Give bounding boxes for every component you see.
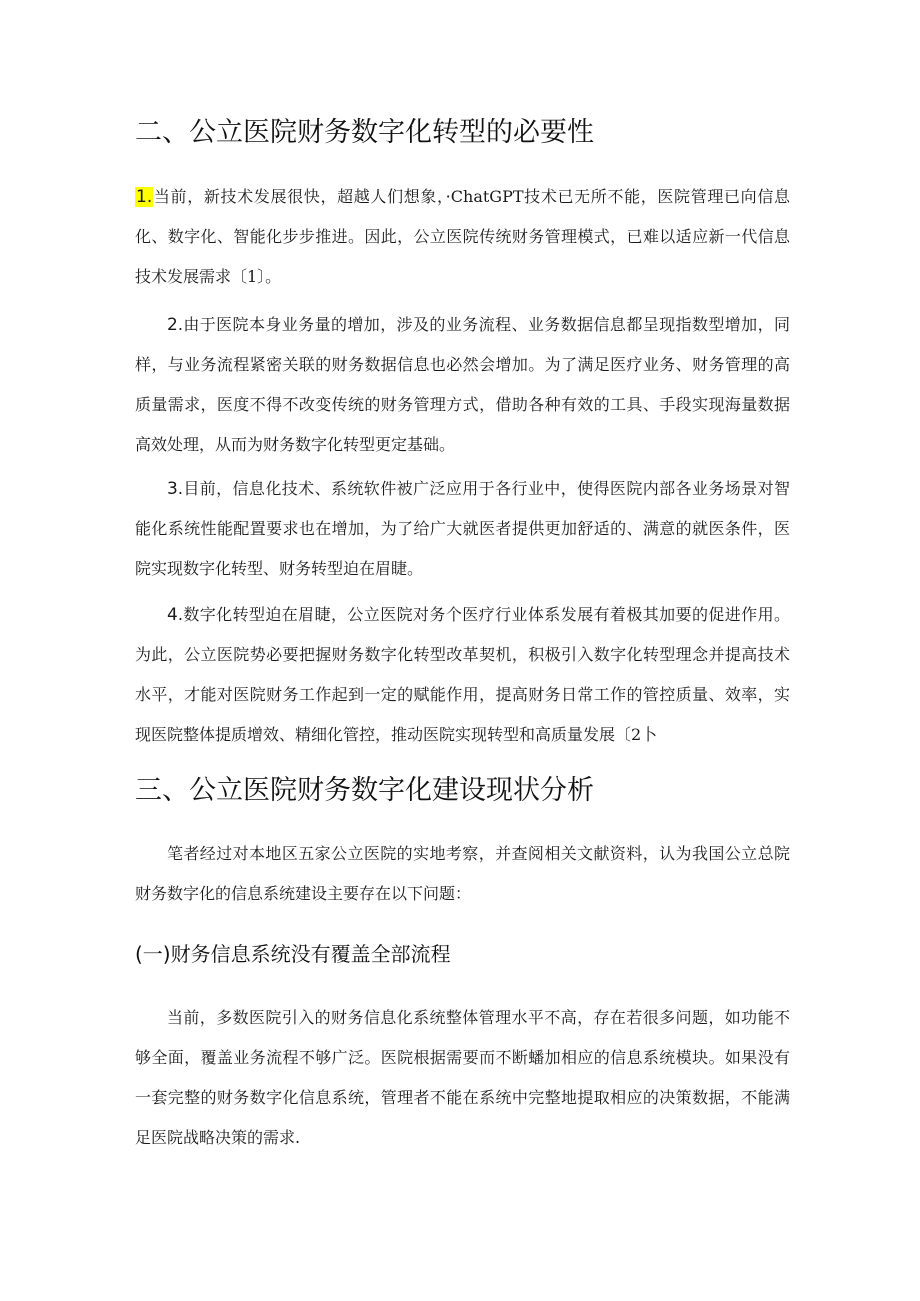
paragraph-2-number: 2 bbox=[167, 315, 178, 335]
paragraph-6: 当前，多数医院引入的财务信息化系统整体管理水平不高，存在若很多问题，如功能不够全面，覆盖业务流程不够广泛。医院根据需要而不断蟠加相应的信息系统模块。如果没有一套完整的财务数字化信息系统，管理者不能在系统中完整地提取相应的决策数据，不能满足医院战略决策的需求. bbox=[135, 1008, 790, 1147]
paragraph-2-text: .由于医院本身业务量的增加，涉及的业务流程、业务数据信息都呈现指数型增加，同样，与业务流程紧密关联的财务数据信息也必然会增加。为了满足医疗业务、财务管理的高质量需求，医度不得不改变传统的财务管理方式，借助各种有效的工具、手段实现海量数据高效处理，从而为财务数字化转型更定基础。 bbox=[135, 315, 790, 454]
section-3-title: 三、公立医院财务数字化建设现状分析 bbox=[135, 775, 594, 806]
paragraph-4 bbox=[135, 595, 790, 755]
section-2-title: 二、公立医院财务数字化转型的必要性 bbox=[135, 117, 594, 148]
paragraph-2 bbox=[135, 305, 790, 465]
paragraph-1 bbox=[135, 177, 790, 297]
paragraph-3 bbox=[135, 469, 790, 589]
paragraph-5: 笔者经过对本地区五家公立医院的实地考察，并查阅相关文献资料，认为我国公立总院财务数字化的信息系统建设主要存在以下问题： bbox=[135, 844, 790, 903]
paragraph-4-text: .数字化转型迫在眉睫，公立医院对务个医疗行业体系发展有着极其加要的促进作用。为此，公立医院势必要把握财务数字化转型改革契机，积极引入数字化转型理念并提高技术水平，才能对医院财务工作起到一定的赋能作用，提高财务日常工作的管控质量、效率，实现医院整体提质增效、精细化管控，推动医院实现转型和高质量发展〔2卜 bbox=[135, 605, 790, 744]
paragraph-3-text: .目前，信息化技术、系统软件被广泛应用于各行业中，使得医院内部各业务场景对智能化系统性能配置要求也在增加，为了给广大就医者提供更加舒适的、满意的就医条件，医院实现数字化转型、财务转型迫在眉睫。 bbox=[135, 479, 790, 578]
paragraph-3-number: 3 bbox=[167, 479, 178, 499]
paragraph-1-number: 1. bbox=[136, 187, 153, 207]
subsection-1-title: (一)财务信息系统没有覆盖全部流程 bbox=[135, 942, 451, 966]
paragraph-4-number: 4 bbox=[167, 605, 178, 625]
paragraph-1-text: 当前，新技术发展很快，超越人们想象，·ChatGPT技术已无所不能，医院管理已向信息化、数字化、智能化步步推进。因此，公立医院传统财务管理模式，已难以适应新一代信息技术发展需求〔1〕。 bbox=[135, 187, 790, 286]
